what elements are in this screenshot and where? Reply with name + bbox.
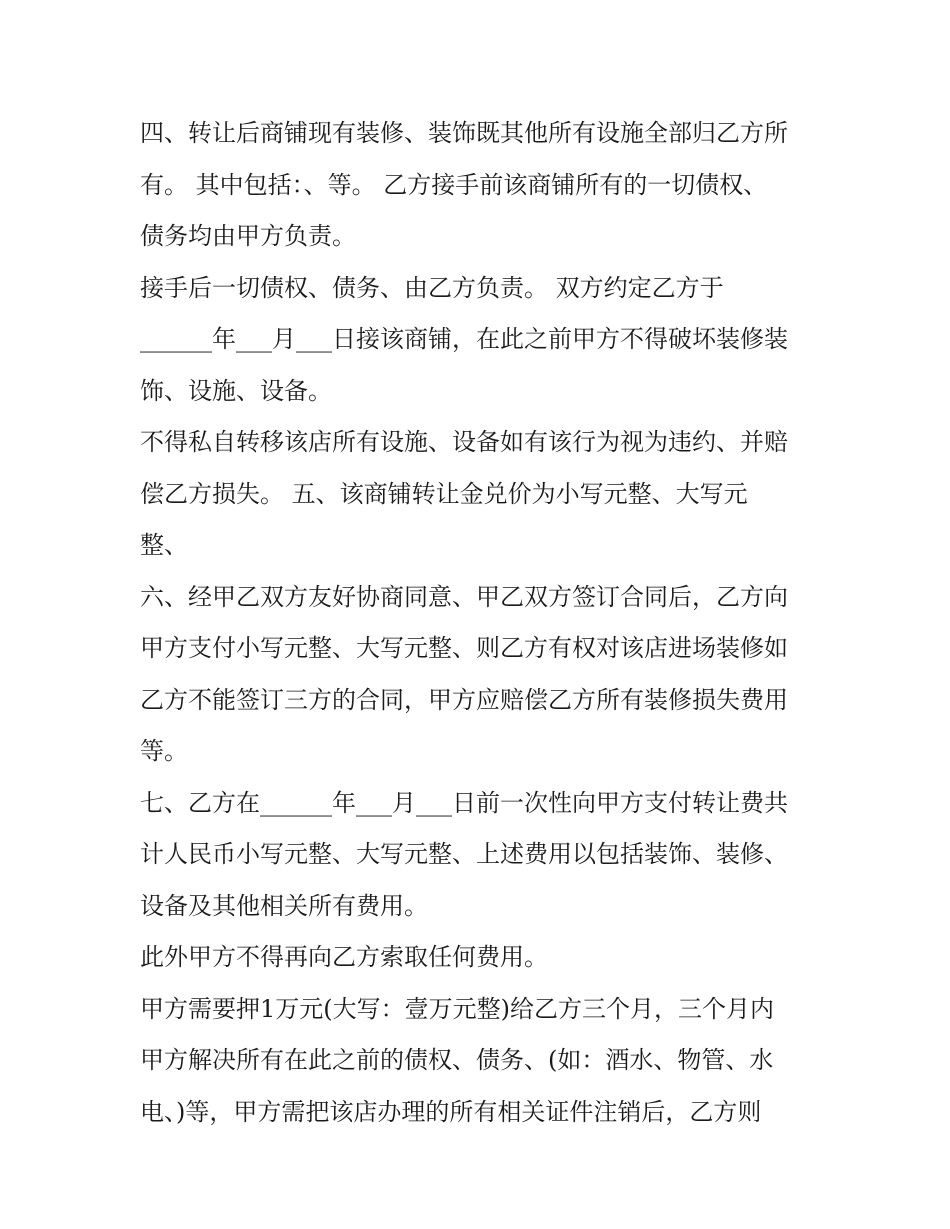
text-line: 乙方不能签订三方的合同，甲方应赔偿乙方所有装修损失费用 bbox=[140, 685, 788, 714]
text-line: 接手后一切债权、债务、由乙方负责。 双方约定乙方于 bbox=[140, 273, 724, 302]
text-line: 有。 其中包括：、等。 乙方接手前该商铺所有的一切债权、 bbox=[140, 170, 768, 199]
text-line: 计人民币小写元整、大写元整、上述费用以包括装饰、装修、 bbox=[140, 840, 788, 868]
text-line: 设备及其他相关所有费用。 bbox=[140, 891, 428, 920]
text-line: 电、)等，甲方需把该店办理的所有相关证件注销后，乙方则 bbox=[140, 1097, 762, 1126]
text-line: 甲方支付小写元整、大写元整、则乙方有权对该店进场装修如 bbox=[140, 634, 788, 662]
text-line: 此外甲方不得再向乙方索取任何费用。 bbox=[140, 943, 548, 971]
text-line: 饰、设施、设备。 bbox=[140, 376, 332, 405]
text-line: 整、 bbox=[140, 531, 188, 559]
text-line: 六、经甲乙双方友好协商同意、甲乙双方签订合同后，乙方向 bbox=[140, 582, 788, 611]
text-line: 偿乙方损失。 五、该商铺转让金兑价为小写元整、大写元 bbox=[140, 479, 748, 508]
text-line: 甲方需要押1万元(大写：壹万元整)给乙方三个月，三个月内 bbox=[140, 994, 774, 1023]
text-line: 不得私自转移该店所有设施、设备如有该行为视为违约、并赔 bbox=[140, 428, 788, 456]
text-line: 甲方解决所有在此之前的债权、债务、(如：酒水、物管、水 bbox=[140, 1046, 774, 1074]
contract-text bbox=[140, 108, 830, 1138]
text-line: ______年___月___日接该商铺，在此之前甲方不得破坏装修装 bbox=[140, 325, 788, 353]
text-line: 债务均由甲方负责。 bbox=[140, 222, 356, 250]
text-line: 四、转让后商铺现有装修、装饰既其他所有设施全部归乙方所 bbox=[140, 119, 788, 147]
text-line: 等。 bbox=[140, 737, 188, 765]
text-line: 七、乙方在______年___月___日前一次性向甲方支付转让费共 bbox=[140, 788, 788, 817]
